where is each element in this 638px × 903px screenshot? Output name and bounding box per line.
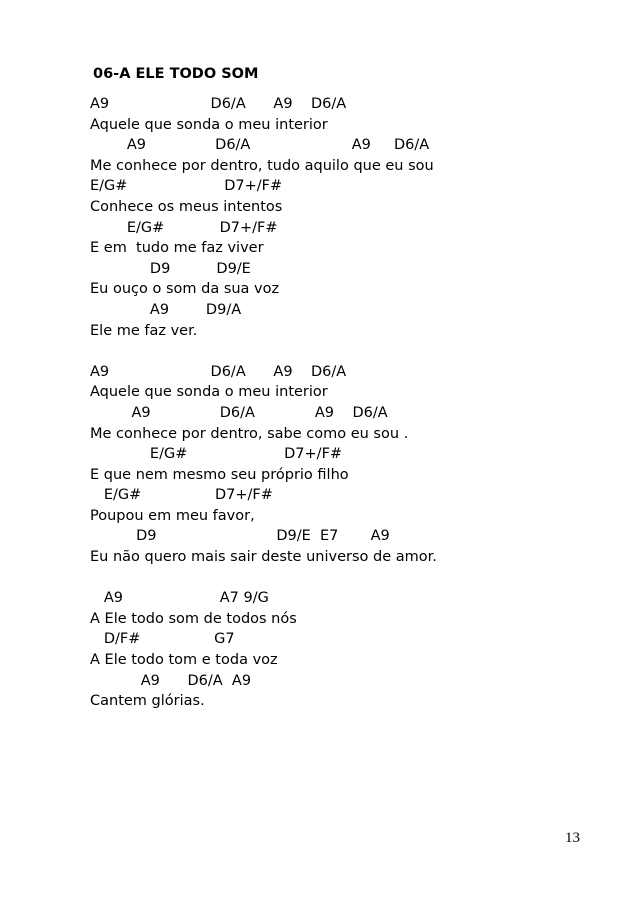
lyric-line: Aquele que sonda o meu interior [90, 116, 328, 133]
chord-line: E/G# D7+/F# [90, 178, 283, 195]
song-sheet [90, 64, 610, 712]
song-lines [90, 94, 610, 712]
lyric-line: A Ele todo som de todos nós [90, 610, 297, 627]
chord-line: A9 D6/A A9 D6/A [90, 96, 347, 112]
lyric-line: E que nem mesmo seu próprio filho [90, 466, 349, 483]
chord-line: E/G# D7+/F# [90, 487, 273, 504]
lyric-line: Me conhece por dentro, tudo aquilo que eu sou [90, 157, 434, 174]
lyric-line: Cantem glórias. [90, 693, 205, 710]
page-number: 13 [565, 830, 580, 846]
chord-line: A9 A7 9/G [90, 590, 269, 607]
chord-line: A9 D6/A A9 D6/A [90, 137, 430, 154]
lyric-line: Me conhece por dentro, sabe como eu sou . [90, 425, 409, 442]
chord-line: A9 D9/A [90, 301, 242, 318]
lyric-line: Eu não quero mais sair deste universo de amor. [90, 549, 437, 566]
chord-line: D/F# G7 [90, 631, 235, 648]
blank-line [90, 341, 610, 362]
chord-line: E/G# D7+/F# [90, 219, 278, 236]
chord-line: A9 D6/A A9 D6/A [90, 404, 388, 421]
lyric-line: E em tudo me faz viver [90, 240, 264, 257]
lyric-line: Conhece os meus intentos [90, 198, 283, 215]
lyric-line: Eu ouço o som da sua voz [90, 281, 280, 298]
chord-line: E/G# D7+/F# [90, 446, 343, 463]
lyric-line: Ele me faz ver. [90, 322, 198, 339]
song-title: 06-A ELE TODO SOM [93, 66, 259, 82]
chord-line: D9 D9/E E7 A9 [90, 528, 390, 545]
lyric-line: A Ele todo tom e toda voz [90, 652, 278, 669]
chord-line: A9 D6/A A9 D6/A [90, 363, 347, 380]
chord-line: A9 D6/A A9 [90, 672, 252, 689]
chord-line: D9 D9/E [90, 260, 251, 277]
lyric-line: Poupou em meu favor, [90, 507, 255, 524]
lyric-line: Aquele que sonda o meu interior [90, 384, 328, 401]
blank-line [90, 568, 610, 589]
